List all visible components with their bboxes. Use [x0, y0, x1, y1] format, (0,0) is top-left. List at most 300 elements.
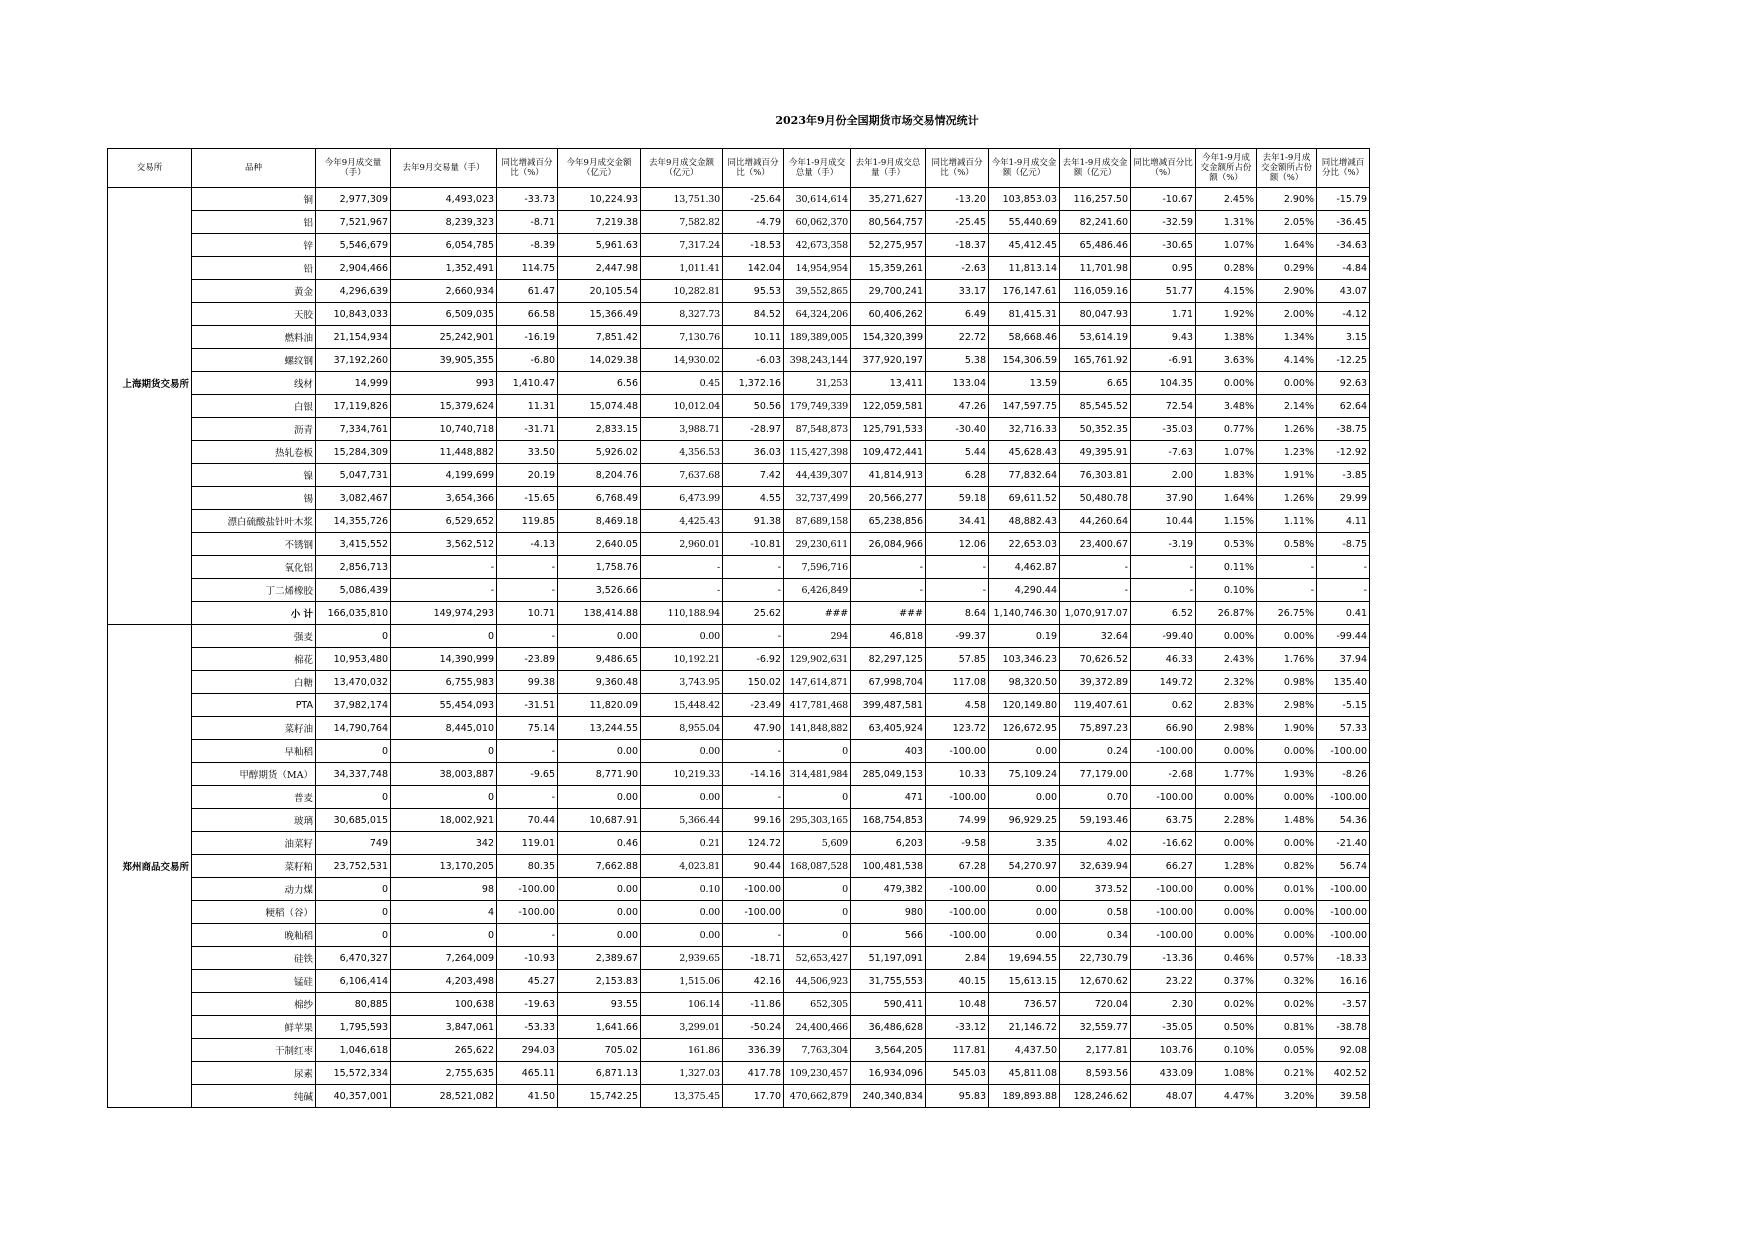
table-cell: 2.84: [926, 947, 989, 970]
exchange-cell: [108, 602, 192, 625]
table-cell: -: [723, 579, 784, 602]
table-cell: 7,763,304: [784, 1039, 851, 1062]
table-cell: -25.45: [926, 211, 989, 234]
table-cell: ###: [784, 602, 851, 625]
table-cell: -100.00: [926, 878, 989, 901]
table-cell: 0: [316, 740, 391, 763]
table-cell: -: [1257, 556, 1317, 579]
product-name: 铝: [192, 211, 316, 234]
table-cell: 1,327.03: [641, 1062, 723, 1085]
table-cell: 21,154,934: [316, 326, 391, 349]
table-cell: -15.65: [497, 487, 558, 510]
table-cell: 33.17: [926, 280, 989, 303]
table-cell: 119.85: [497, 510, 558, 533]
table-cell: 26.75%: [1257, 602, 1317, 625]
table-cell: -: [1131, 579, 1196, 602]
table-cell: 99.16: [723, 809, 784, 832]
table-cell: 46,818: [851, 625, 926, 648]
table-cell: 40.15: [926, 970, 989, 993]
table-cell: 545.03: [926, 1062, 989, 1085]
table-cell: 165,761.92: [1060, 349, 1131, 372]
table-cell: 3.20%: [1257, 1085, 1317, 1108]
column-header: 今年9月成交量（手）: [316, 149, 391, 188]
table-cell: -10.67: [1131, 188, 1196, 211]
product-name: 鲜苹果: [192, 1016, 316, 1039]
table-cell: 10,953,480: [316, 648, 391, 671]
table-cell: 45,811.08: [989, 1062, 1060, 1085]
table-cell: 122,059,581: [851, 395, 926, 418]
table-cell: -36.45: [1317, 211, 1370, 234]
table-cell: 0: [391, 625, 497, 648]
table-cell: 10,219.33: [641, 763, 723, 786]
table-cell: 26.87%: [1196, 602, 1257, 625]
table-row: [108, 1039, 1370, 1062]
exchange-cell: [108, 625, 192, 648]
table-cell: 55,440.69: [989, 211, 1060, 234]
table-cell: 0.00%: [1196, 372, 1257, 395]
exchange-cell: [108, 970, 192, 993]
table-cell: 81,415.31: [989, 303, 1060, 326]
table-cell: 38,003,887: [391, 763, 497, 786]
table-cell: 103.76: [1131, 1039, 1196, 1062]
table-cell: -30.40: [926, 418, 989, 441]
table-cell: -100.00: [723, 901, 784, 924]
table-cell: 15,359,261: [851, 257, 926, 280]
table-cell: 2.43%: [1196, 648, 1257, 671]
table-cell: 58,668.46: [989, 326, 1060, 349]
exchange-cell: [108, 188, 192, 211]
table-cell: 15,572,334: [316, 1062, 391, 1085]
table-cell: -: [1060, 556, 1131, 579]
product-name: 晚籼稻: [192, 924, 316, 947]
table-cell: 72.54: [1131, 395, 1196, 418]
table-cell: 110,188.94: [641, 602, 723, 625]
product-name: 铅: [192, 257, 316, 280]
table-cell: 26,084,966: [851, 533, 926, 556]
table-cell: -3.85: [1317, 464, 1370, 487]
table-row: [108, 947, 1370, 970]
table-cell: 109,472,441: [851, 441, 926, 464]
table-row: [108, 257, 1370, 280]
table-cell: 377,920,197: [851, 349, 926, 372]
table-cell: 57.33: [1317, 717, 1370, 740]
table-cell: 2,977,309: [316, 188, 391, 211]
column-header: 去年9月成交金额（亿元）: [641, 149, 723, 188]
table-row: [108, 556, 1370, 579]
table-cell: 0.50%: [1196, 1016, 1257, 1039]
table-cell: 5,546,679: [316, 234, 391, 257]
table-cell: 2,833.15: [558, 418, 641, 441]
table-cell: 13,244.55: [558, 717, 641, 740]
table-cell: 13,470,032: [316, 671, 391, 694]
table-cell: -100.00: [926, 901, 989, 924]
table-cell: 1,011.41: [641, 257, 723, 280]
table-cell: -100.00: [723, 878, 784, 901]
table-cell: 4,437.50: [989, 1039, 1060, 1062]
exchange-cell: [108, 257, 192, 280]
table-cell: -: [851, 556, 926, 579]
table-cell: 1,515.06: [641, 970, 723, 993]
exchange-cell: [108, 234, 192, 257]
table-cell: 433.09: [1131, 1062, 1196, 1085]
table-cell: 142.04: [723, 257, 784, 280]
table-cell: 22,730.79: [1060, 947, 1131, 970]
table-cell: -99.44: [1317, 625, 1370, 648]
table-row: [108, 464, 1370, 487]
exchange-name: 上海期货交易所: [108, 372, 192, 395]
exchange-cell: [108, 303, 192, 326]
table-cell: 32,716.33: [989, 418, 1060, 441]
column-header: 去年1-9月成交金额（亿元）: [1060, 149, 1131, 188]
table-cell: 10.11: [723, 326, 784, 349]
table-cell: 1.76%: [1257, 648, 1317, 671]
table-cell: 2,177.81: [1060, 1039, 1131, 1062]
product-name: 螺纹钢: [192, 349, 316, 372]
table-cell: -38.75: [1317, 418, 1370, 441]
table-cell: -34.63: [1317, 234, 1370, 257]
table-row: [108, 993, 1370, 1016]
table-cell: 6.65: [1060, 372, 1131, 395]
table-cell: -: [723, 924, 784, 947]
table-cell: 82,297,125: [851, 648, 926, 671]
table-cell: 5,609: [784, 832, 851, 855]
table-cell: -100.00: [926, 740, 989, 763]
table-cell: 1.26%: [1257, 487, 1317, 510]
table-cell: 154,306.59: [989, 349, 1060, 372]
table-row: [108, 1062, 1370, 1085]
exchange-cell: [108, 717, 192, 740]
table-cell: 76,303.81: [1060, 464, 1131, 487]
table-cell: 0.00%: [1196, 924, 1257, 947]
table-row: [108, 280, 1370, 303]
table-cell: 6,106,414: [316, 970, 391, 993]
table-cell: 2.00: [1131, 464, 1196, 487]
table-cell: 128,246.62: [1060, 1085, 1131, 1108]
table-cell: 2,856,713: [316, 556, 391, 579]
table-cell: 0.82%: [1257, 855, 1317, 878]
exchange-cell: [108, 763, 192, 786]
table-cell: -33.12: [926, 1016, 989, 1039]
table-cell: 7,317.24: [641, 234, 723, 257]
table-cell: 45.27: [497, 970, 558, 993]
table-cell: 590,411: [851, 993, 926, 1016]
product-name: 氧化铝: [192, 556, 316, 579]
table-cell: 50.56: [723, 395, 784, 418]
table-cell: -4.84: [1317, 257, 1370, 280]
table-cell: 29,700,241: [851, 280, 926, 303]
column-header: 今年1-9月成交金额所占份额（%）: [1196, 149, 1257, 188]
table-cell: 0: [784, 901, 851, 924]
column-header: 同比增减百分比（%）: [1317, 149, 1370, 188]
exchange-cell: [108, 280, 192, 303]
table-row: [108, 372, 1370, 395]
table-cell: 0.00%: [1196, 786, 1257, 809]
table-cell: 53,614.19: [1060, 326, 1131, 349]
table-cell: 417.78: [723, 1062, 784, 1085]
table-row: [108, 303, 1370, 326]
table-cell: -100.00: [497, 901, 558, 924]
table-cell: -23.49: [723, 694, 784, 717]
table-cell: 736.57: [989, 993, 1060, 1016]
table-cell: 149.72: [1131, 671, 1196, 694]
table-cell: -12.25: [1317, 349, 1370, 372]
table-cell: 14,029.38: [558, 349, 641, 372]
table-row: [108, 349, 1370, 372]
table-cell: 479,382: [851, 878, 926, 901]
table-cell: -38.78: [1317, 1016, 1370, 1039]
table-cell: 44,506,923: [784, 970, 851, 993]
table-cell: 161.86: [641, 1039, 723, 1062]
table-cell: 109,230,457: [784, 1062, 851, 1085]
table-cell: 95.83: [926, 1085, 989, 1108]
table-cell: 1.77%: [1196, 763, 1257, 786]
table-cell: -: [1131, 556, 1196, 579]
table-cell: 10.48: [926, 993, 989, 1016]
table-cell: 0.00: [558, 924, 641, 947]
table-row: [108, 1085, 1370, 1108]
table-cell: 10,687.91: [558, 809, 641, 832]
table-cell: -4.12: [1317, 303, 1370, 326]
table-row: [108, 487, 1370, 510]
table-cell: 0.46: [558, 832, 641, 855]
table-cell: 67,998,704: [851, 671, 926, 694]
product-name: 天胶: [192, 303, 316, 326]
table-cell: 3.15: [1317, 326, 1370, 349]
table-cell: 74.99: [926, 809, 989, 832]
table-cell: 48,882.43: [989, 510, 1060, 533]
table-cell: 77,179.00: [1060, 763, 1131, 786]
table-cell: -: [1060, 579, 1131, 602]
product-name: 早籼稻: [192, 740, 316, 763]
table-cell: 0.21: [641, 832, 723, 855]
table-cell: -14.16: [723, 763, 784, 786]
exchange-cell: [108, 671, 192, 694]
table-row: [108, 763, 1370, 786]
table-cell: 29.99: [1317, 487, 1370, 510]
table-cell: 10.44: [1131, 510, 1196, 533]
table-cell: 37,192,260: [316, 349, 391, 372]
table-cell: 0.00: [641, 740, 723, 763]
table-cell: 3,526.66: [558, 579, 641, 602]
table-cell: -6.03: [723, 349, 784, 372]
table-cell: 45,412.45: [989, 234, 1060, 257]
table-cell: 59.18: [926, 487, 989, 510]
exchange-cell: [108, 1062, 192, 1085]
exchange-cell: [108, 441, 192, 464]
table-cell: 17.70: [723, 1085, 784, 1108]
table-cell: 1.38%: [1196, 326, 1257, 349]
table-cell: 32,559.77: [1060, 1016, 1131, 1039]
table-cell: 119,407.61: [1060, 694, 1131, 717]
table-cell: 2.98%: [1257, 694, 1317, 717]
table-cell: 31,253: [784, 372, 851, 395]
table-cell: 1,410.47: [497, 372, 558, 395]
exchange-cell: [108, 809, 192, 832]
table-cell: 0.00: [558, 786, 641, 809]
table-cell: -53.33: [497, 1016, 558, 1039]
table-cell: -18.71: [723, 947, 784, 970]
table-cell: 0.58%: [1257, 533, 1317, 556]
table-cell: 749: [316, 832, 391, 855]
table-cell: 66.58: [497, 303, 558, 326]
table-cell: 85,545.52: [1060, 395, 1131, 418]
product-name: 粳稻（谷）: [192, 901, 316, 924]
table-cell: 20.19: [497, 464, 558, 487]
table-cell: 11.31: [497, 395, 558, 418]
table-cell: 106.14: [641, 993, 723, 1016]
exchange-cell: [108, 533, 192, 556]
table-cell: 69,611.52: [989, 487, 1060, 510]
table-cell: 42,673,358: [784, 234, 851, 257]
table-cell: -8.71: [497, 211, 558, 234]
product-name: 棉纱: [192, 993, 316, 1016]
table-cell: 129,902,631: [784, 648, 851, 671]
table-cell: 5,047,731: [316, 464, 391, 487]
table-cell: 25,242,901: [391, 326, 497, 349]
table-cell: 0.10: [641, 878, 723, 901]
table-cell: 6,509,035: [391, 303, 497, 326]
table-cell: 2,755,635: [391, 1062, 497, 1085]
exchange-cell: [108, 1016, 192, 1039]
table-cell: 0.00%: [1196, 901, 1257, 924]
table-cell: 1.07%: [1196, 441, 1257, 464]
table-cell: 6,768.49: [558, 487, 641, 510]
table-cell: 104.35: [1131, 372, 1196, 395]
table-cell: 115,427,398: [784, 441, 851, 464]
table-cell: 1.83%: [1196, 464, 1257, 487]
table-cell: 0.00%: [1196, 740, 1257, 763]
table-cell: 4: [391, 901, 497, 924]
table-cell: 0.34: [1060, 924, 1131, 947]
table-cell: -13.20: [926, 188, 989, 211]
table-cell: 0.62: [1131, 694, 1196, 717]
table-cell: 15,742.25: [558, 1085, 641, 1108]
table-cell: 133.04: [926, 372, 989, 395]
table-cell: 1.92%: [1196, 303, 1257, 326]
table-cell: 4,290.44: [989, 579, 1060, 602]
product-name: 丁二烯橡胶: [192, 579, 316, 602]
table-cell: 34.41: [926, 510, 989, 533]
table-cell: 120,149.80: [989, 694, 1060, 717]
table-cell: 30,685,015: [316, 809, 391, 832]
table-cell: -100.00: [1317, 740, 1370, 763]
table-cell: 91.38: [723, 510, 784, 533]
table-cell: 50,352.35: [1060, 418, 1131, 441]
table-cell: 3,415,552: [316, 533, 391, 556]
table-cell: 63.75: [1131, 809, 1196, 832]
table-cell: 13.59: [989, 372, 1060, 395]
table-cell: 123.72: [926, 717, 989, 740]
table-cell: 3,564,205: [851, 1039, 926, 1062]
table-cell: -4.79: [723, 211, 784, 234]
exchange-cell: [108, 832, 192, 855]
table-cell: -: [723, 625, 784, 648]
table-cell: 116,257.50: [1060, 188, 1131, 211]
table-cell: -100.00: [497, 878, 558, 901]
product-name: 白糖: [192, 671, 316, 694]
table-cell: 8,445,010: [391, 717, 497, 740]
product-name: 甲醇期货（MA）: [192, 763, 316, 786]
product-name: 菜籽粕: [192, 855, 316, 878]
table-cell: 44,260.64: [1060, 510, 1131, 533]
table-cell: 0.00: [989, 901, 1060, 924]
table-cell: 13,170,205: [391, 855, 497, 878]
table-cell: 314,481,984: [784, 763, 851, 786]
table-cell: 5,086,439: [316, 579, 391, 602]
table-cell: 1,070,917.07: [1060, 602, 1131, 625]
table-cell: 14,954,954: [784, 257, 851, 280]
column-header: 同比增减百分比（%）: [723, 149, 784, 188]
table-cell: 135.40: [1317, 671, 1370, 694]
table-cell: 0: [784, 924, 851, 947]
table-cell: 4.15%: [1196, 280, 1257, 303]
table-cell: -8.75: [1317, 533, 1370, 556]
table-cell: 0.00%: [1257, 786, 1317, 809]
table-cell: 7,637.68: [641, 464, 723, 487]
table-cell: 62.64: [1317, 395, 1370, 418]
table-cell: 75,897.23: [1060, 717, 1131, 740]
table-cell: 2,389.67: [558, 947, 641, 970]
table-cell: -35.05: [1131, 1016, 1196, 1039]
table-cell: 1.11%: [1257, 510, 1317, 533]
table-cell: 0.45: [641, 372, 723, 395]
table-cell: 0.02%: [1257, 993, 1317, 1016]
table-row: [108, 579, 1370, 602]
table-cell: 652,305: [784, 993, 851, 1016]
table-cell: 4.47%: [1196, 1085, 1257, 1108]
table-cell: 7,130.76: [641, 326, 723, 349]
table-cell: -16.19: [497, 326, 558, 349]
column-header: 去年9月交易量（手）: [391, 149, 497, 188]
table-cell: -: [391, 556, 497, 579]
table-cell: -33.73: [497, 188, 558, 211]
table-cell: 60,406,262: [851, 303, 926, 326]
table-cell: -: [497, 625, 558, 648]
exchange-cell: [108, 349, 192, 372]
table-cell: 41,814,913: [851, 464, 926, 487]
product-name: 铜: [192, 188, 316, 211]
table-cell: 294.03: [497, 1039, 558, 1062]
exchange-name: 郑州商品交易所: [108, 855, 192, 878]
table-cell: 2.32%: [1196, 671, 1257, 694]
exchange-cell: [108, 487, 192, 510]
table-cell: 0.00%: [1196, 832, 1257, 855]
table-cell: 87,689,158: [784, 510, 851, 533]
table-cell: 471: [851, 786, 926, 809]
table-cell: 3,562,512: [391, 533, 497, 556]
table-cell: 0.00: [641, 924, 723, 947]
table-cell: -: [497, 556, 558, 579]
table-cell: 2,960.01: [641, 533, 723, 556]
product-name: 锡: [192, 487, 316, 510]
table-cell: 6.56: [558, 372, 641, 395]
table-cell: -100.00: [1131, 878, 1196, 901]
table-cell: -10.81: [723, 533, 784, 556]
table-cell: 1.07%: [1196, 234, 1257, 257]
table-cell: 36.03: [723, 441, 784, 464]
table-cell: 6,755,983: [391, 671, 497, 694]
exchange-cell: [108, 648, 192, 671]
table-cell: 1,758.76: [558, 556, 641, 579]
table-cell: 1.64%: [1196, 487, 1257, 510]
table-cell: -31.71: [497, 418, 558, 441]
table-cell: 0: [391, 924, 497, 947]
table-cell: 0.28%: [1196, 257, 1257, 280]
table-cell: 14,790,764: [316, 717, 391, 740]
table-cell: 1.90%: [1257, 717, 1317, 740]
table-cell: 5,926.02: [558, 441, 641, 464]
table-cell: 1.26%: [1257, 418, 1317, 441]
